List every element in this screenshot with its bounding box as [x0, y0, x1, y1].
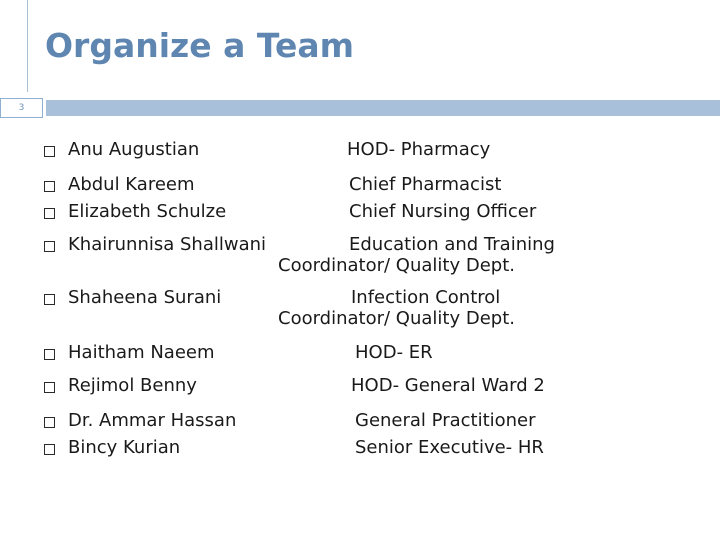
member-role: Senior Executive- HR	[355, 437, 544, 458]
list-item	[44, 139, 704, 163]
slide-title: Organize a Team	[45, 26, 355, 65]
list-item	[44, 174, 704, 198]
square-bullet-icon	[44, 146, 55, 157]
square-bullet-icon	[44, 417, 55, 428]
member-name: Haitham Naeem	[68, 342, 215, 363]
square-bullet-icon	[44, 349, 55, 360]
list-item	[44, 375, 704, 399]
member-name: Anu Augustian	[68, 139, 200, 160]
member-role: Education and Training	[349, 234, 555, 255]
member-role-continued: Coordinator/ Quality Dept.	[278, 255, 515, 276]
title-divider-bar	[46, 100, 720, 116]
member-name: Elizabeth Schulze	[68, 201, 227, 222]
member-role: Chief Nursing Officer	[349, 201, 537, 222]
list-item	[44, 201, 704, 225]
member-name: Rejimol Benny	[68, 375, 197, 396]
member-name: Bincy Kurian	[68, 437, 181, 458]
member-role: General Practitioner	[355, 410, 536, 431]
square-bullet-icon	[44, 208, 55, 219]
member-name: Abdul Kareem	[68, 174, 195, 195]
member-role: HOD- ER	[355, 342, 433, 363]
member-role: HOD- Pharmacy	[347, 139, 491, 160]
left-accent-line	[27, 0, 28, 92]
member-role: Chief Pharmacist	[349, 174, 502, 195]
member-role: HOD- General Ward 2	[351, 375, 545, 396]
square-bullet-icon	[44, 294, 55, 305]
square-bullet-icon	[44, 181, 55, 192]
member-name: Khairunnisa Shallwani	[68, 234, 267, 255]
list-item	[44, 437, 704, 461]
list-item	[44, 410, 704, 434]
member-role: Infection Control	[351, 287, 501, 308]
list-item	[44, 342, 704, 366]
square-bullet-icon	[44, 241, 55, 252]
slide-number: 3	[0, 98, 43, 118]
square-bullet-icon	[44, 444, 55, 455]
member-name: Shaheena Surani	[68, 287, 222, 308]
square-bullet-icon	[44, 382, 55, 393]
member-name: Dr. Ammar Hassan	[68, 410, 237, 431]
member-role-continued: Coordinator/ Quality Dept.	[278, 308, 515, 329]
